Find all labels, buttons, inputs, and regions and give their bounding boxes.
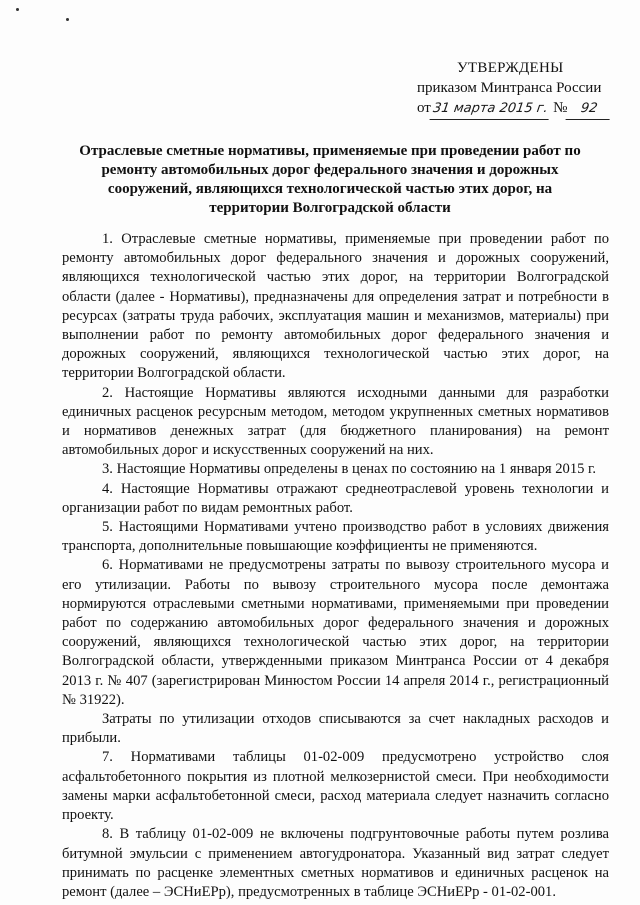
approval-block — [405, 58, 615, 120]
number-prefix: № — [553, 100, 568, 116]
document-title: Отраслевые сметные нормативы, применяемые при проведении работ по ремонту автомобильных дорог федерального значения и дорожных сооружений, являющихся технологической частью этих дорог, на территории Волгоградской области — [79, 143, 581, 216]
date-prefix: от — [417, 100, 431, 116]
paragraph: Затраты по утилизации отходов списываются за счет накладных расходов и прибыли. — [62, 711, 609, 747]
paragraph: 1. Отраслевые сметные нормативы, применяемые при проведении работ по ремонту автомобильных дорог федерального значения и дорожных сооружений, являющихся технологической частью этих дорог, на территории Волгоградской области (далее - Нормативы), предназначены для определения затрат и потребности в ресурсах (затраты труда рабочих, эксплуатация машин и механизмов, материалы) при выполнении работ по ремонту автомобильных дорог федерального значения и дорожных сооружений, являющихся технологической частью этих дорог, на территории Волгоградской области. — [62, 231, 609, 382]
paragraph: 7. Нормативами таблицы 01-02-009 предусмотрено устройство слоя асфальтобетонного покрытия из плотной мелкозернистой смеси. При необходимости замены марки асфальтобетонной смеси, расход материала следует назначить согласно проекту. — [62, 749, 609, 824]
approval-date-line — [405, 98, 615, 120]
handwritten-date: 31 марта 2015 г. — [429, 99, 551, 120]
approval-heading: УТВЕРЖДЕНЫ — [457, 60, 564, 76]
paragraph: 2. Настоящие Нормативы являются исходными данными для разработки единичных расценок ресурсным методом, методом укрупненных сметных нормативов и нормативов денежных затрат (для бюджетного планирования) на ремонт автомобильных дорог и искусственных сооружений на них. — [62, 384, 609, 459]
document-body — [62, 230, 609, 902]
paragraph: 3. Настоящие Нормативы определены в ценах по состоянию на 1 января 2015 г. — [102, 461, 597, 478]
paragraph: 8. В таблицу 01-02-009 не включены подгрунтовочные работы путем розлива битумной эмульсии с применением автогудронатора. Указанный вид затрат следует принимать по расценке элементных сметных нормативов и единичных расценок на ремонт (далее – ЭСНиЕРр), предусмотренных в таблице ЭСНиЕРр - 01-02-001. — [62, 826, 609, 900]
paragraph: 6. Нормативами не предусмотрены затраты по вывозу строительного мусора и его утилизации. Работы по вывозу строительного мусора после демонтажа нормируются отраслевыми сметными нормативами, применяемыми при проведении работ по содержанию автомобильных дорог федерального значения и дорожных сооружений, являющихся технологической частью этих дорог, на территории Волгоградской области, утвержденными приказом Минтранса России от 4 декабря 2013 г. № 407 (зарегистрирован Минюстом России 14 апреля 2014 г., регистрационный № 31922). — [62, 557, 609, 708]
scan-speck — [16, 8, 19, 11]
paragraph: 4. Настоящие Нормативы отражают среднеотраслевой уровень технологии и организации работ по видам ремонтных работ. — [62, 480, 609, 516]
handwritten-number: 92 — [566, 99, 613, 120]
scan-speck — [66, 18, 69, 21]
approval-order-line: приказом Минтранса России — [417, 80, 602, 96]
paragraph: 5. Настоящими Нормативами учтено производство работ в условиях движения транспорта, дополнительные повышающие коэффициенты не применяются. — [62, 519, 609, 555]
